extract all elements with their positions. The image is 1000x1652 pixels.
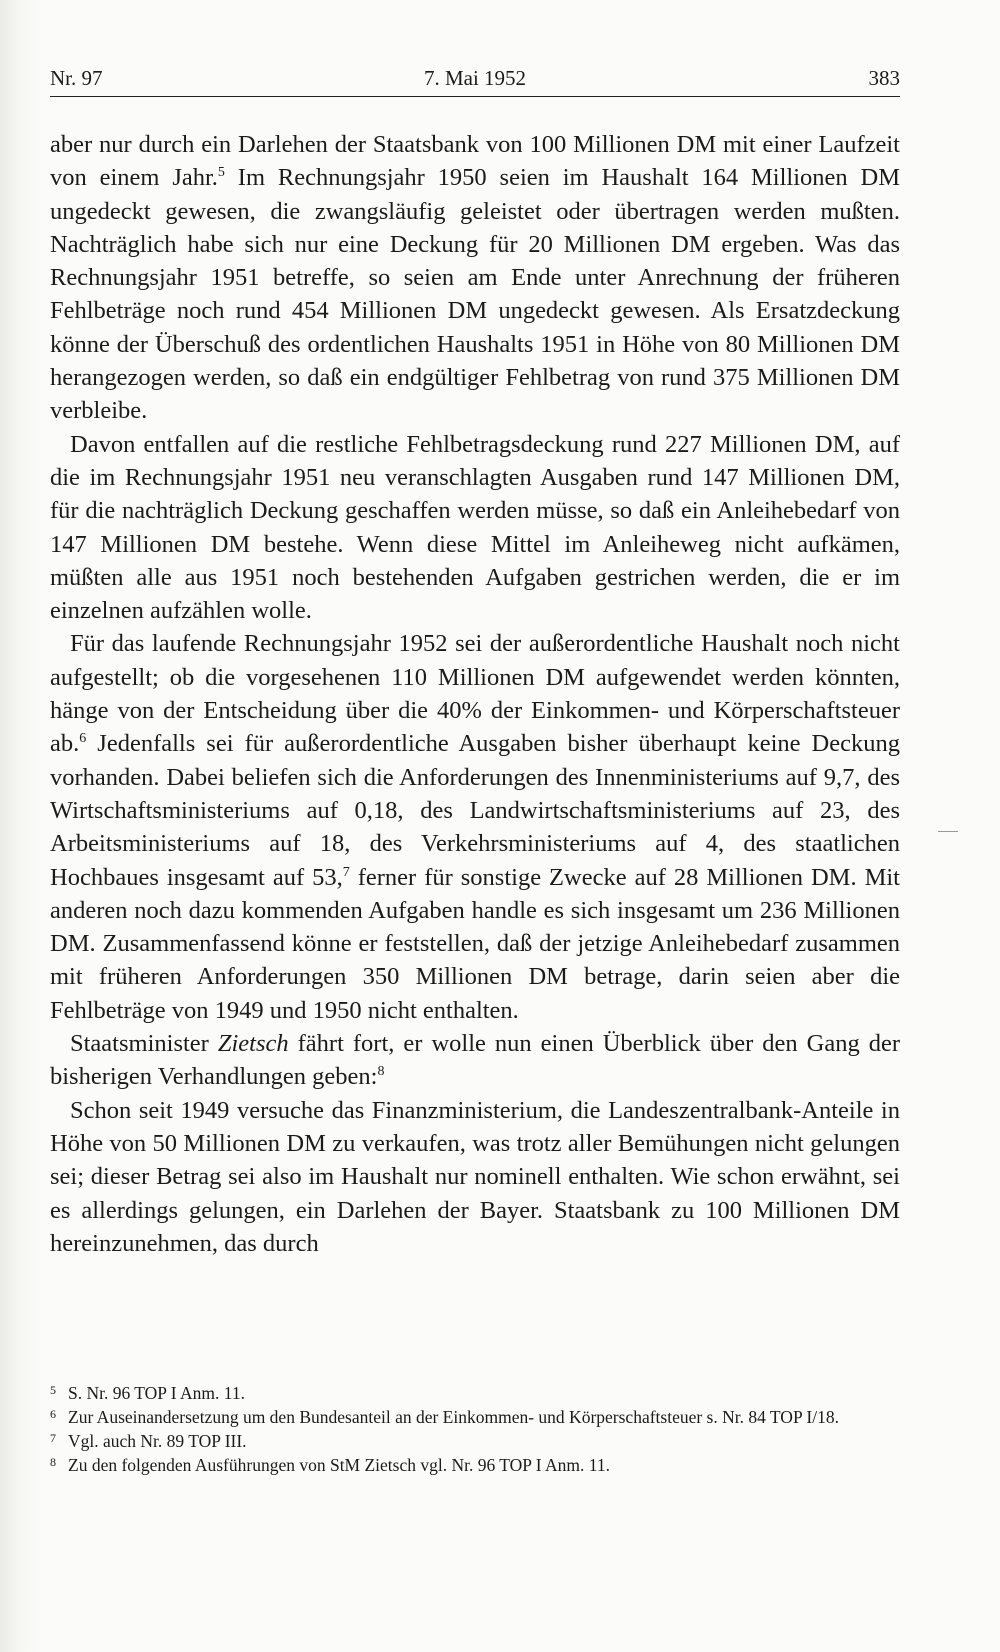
footnote-number: 8 <box>50 1455 56 1469</box>
main-text <box>50 128 900 1260</box>
text-segment: Im Rechnungsjahr 1950 seien im Haushalt 164 Millionen DM ungedeckt gewesen, die zwangsläufig geleistet oder übertragen werden mußten. Nachträglich habe sich nur eine Deckung für 20 Millionen DM ergeben. Was das Rechnungsjahr 1951 betreffe, so seien am Ende unter Anrechnung der früheren Fehlbeträge noch rund 454 Millionen DM ungedeckt gewesen. Als Ersatzdeckung könne der Überschuß des ordentlichen Haushalts 1951 in Höhe von 80 Millionen DM herangezogen werden, so daß ein endgültiger Fehlbetrag von rund 375 Millionen DM verbleibe. <box>50 164 900 425</box>
footnote <box>50 1430 900 1452</box>
footnote-ref: 6 <box>79 731 87 747</box>
footnote-number: 7 <box>50 1431 56 1445</box>
footnote-number: 5 <box>50 1383 56 1397</box>
footnote-text: S. Nr. 96 TOP I Anm. 11. <box>68 1383 245 1403</box>
footnote-ref: 7 <box>342 864 350 880</box>
footnote-ref: 8 <box>377 1064 385 1080</box>
footnote-text: Zur Auseinandersetzung um den Bundesanteil an der Einkommen- und Körperschaftsteuer s. Nr. 84 TOP I/18. <box>68 1407 839 1427</box>
text-segment: ferner für sonstige Zwecke auf 28 Millionen DM. Mit anderen noch dazu kommenden Aufgaben handle es sich insgesamt um 236 Millionen DM. Zusammenfassend könne er feststellen, daß der jetzige Anleihebedarf zusammen mit früheren Anforderungen 350 Millionen DM betrage, darin seien aber die Fehlbeträge von 1949 und 1950 nicht enthalten. <box>50 863 900 1024</box>
text-segment: Schon seit 1949 versuche das Finanzministerium, die Landeszentralbank-Anteile in Höhe von 50 Millionen DM zu verkaufen, was trotz aller Bemühungen nicht gelungen sei; dieser Betrag sei also im Haushalt nur nominell enthalten. Wie schon erwähnt, sei es allerdings gelungen, ein Darlehen der Bayer. Staatsbank zu 100 Millionen DM hereinzunehmen, das durch <box>50 1096 900 1257</box>
paragraph <box>50 428 900 628</box>
footnote <box>50 1454 900 1476</box>
footnote-number: 6 <box>50 1407 56 1421</box>
document-number: Nr. 97 <box>50 66 103 90</box>
text-segment: Davon entfallen auf die restliche Fehlbetragsdeckung rund 227 Millionen DM, auf die im Rechnungsjahr 1951 neu veranschlagten Ausgaben rund 147 Millionen DM, für die nachträglich Deckung geschaffen werden müsse, so daß ein Anleihebedarf von 147 Millionen DM bestehe. Wenn diese Mittel im Anleiheweg nicht aufkämen, müßten alle aus 1951 noch bestehenden Aufgaben gestrichen werden, die er im einzelnen aufzählen wolle. <box>50 430 900 625</box>
footnote <box>50 1406 900 1428</box>
header-date: 7. Mai 1952 <box>423 66 527 90</box>
footnote <box>50 1382 900 1404</box>
text-segment: aber nur durch ein Darlehen der Staatsbank von 100 Millionen DM mit einer Laufzeit von einem Jahr. <box>50 131 900 192</box>
footnotes <box>50 1382 900 1478</box>
text-segment: Staatsminister <box>70 1030 218 1058</box>
text-segment: Für das laufende Rechnungsjahr 1952 sei der außerordentliche Haushalt noch nicht aufgestellt; ob die vorgesehenen 110 Millionen DM aufgewendet werden könnten, hänge von der Entscheidung über die 40% der Einkommen- und Körperschaftsteuer ab. <box>50 630 900 758</box>
paragraph <box>50 627 900 1027</box>
person-name: Zietsch <box>217 1030 289 1058</box>
running-header <box>50 66 900 97</box>
paragraph <box>50 128 900 428</box>
text-segment: Jedenfalls sei für außerordentliche Ausgaben bisher überhaupt keine Deckung vorhanden. Dabei beliefen sich die Anforderungen des Innenministeriums auf 9,7, des Wirtschaftsministeriums auf 0,18, des Landwirtschaftsministeriums auf 23, des Arbeitsministeriums auf 18, des Verkehrsministeriums auf 4, des staatlichen Hochbaues insgesamt auf 53, <box>50 730 900 891</box>
footnote-ref: 5 <box>217 165 225 181</box>
footnote-text: Zu den folgenden Ausführungen von StM Zietsch vgl. Nr. 96 TOP I Anm. 11. <box>68 1455 610 1475</box>
margin-mark <box>938 831 958 832</box>
page-number: 383 <box>868 66 900 90</box>
footnote-text: Vgl. auch Nr. 89 TOP III. <box>68 1431 247 1451</box>
paragraph <box>50 1027 900 1094</box>
paragraph <box>50 1094 900 1260</box>
text-segment: fährt fort, er wolle nun einen Überblick über den Gang der bisherigen Verhandlungen geben: <box>50 1030 900 1091</box>
